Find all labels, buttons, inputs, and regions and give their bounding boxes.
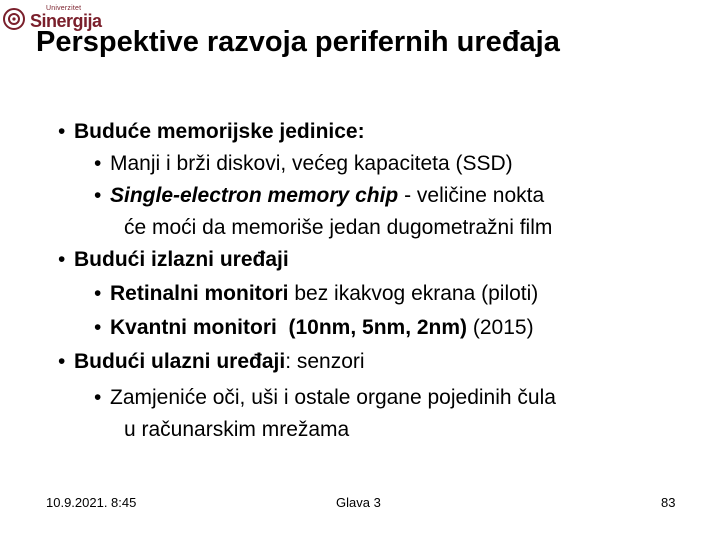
slide-title: Perspektive razvoja perifernih uređaja [36, 26, 560, 58]
bullet-text: (2015) [467, 316, 534, 339]
bullet-memory-units [58, 120, 365, 144]
bullet-icon: • [94, 184, 102, 207]
bullet-output-devices [58, 248, 289, 272]
bullet-icon: • [94, 282, 102, 305]
subbullet-sensors-continuation: u računarskim mrežama [124, 418, 350, 441]
logo-name-text: Sinergija [30, 11, 102, 31]
bullet-text: - veličine nokta [398, 184, 545, 207]
bullet-emphasis-text: Single-electron memory chip [110, 184, 399, 207]
footer-date: 10.9.2021. 8:45 [46, 495, 137, 510]
subbullet-ssd [94, 152, 513, 176]
subbullet-retinal-monitors [94, 282, 538, 306]
bullet-emphasis-text: Retinalni monitori [110, 282, 289, 305]
bullet-icon: • [58, 350, 66, 373]
bullet-text: Zamjeniće oči, uši i ostale organe pojedinih čula [110, 386, 556, 409]
subbullet-memory-chip-continuation: će moći da memoriše jedan dugometražni film [124, 216, 553, 239]
bullet-text: : senzori [285, 350, 365, 373]
bullet-icon: • [94, 152, 102, 175]
bullet-icon: • [58, 248, 66, 271]
bullet-icon: • [58, 120, 66, 143]
bullet-text: Manji i brži diskovi, većeg kapaciteta (SSD) [110, 152, 513, 175]
logo-university-text: Univerzitet [46, 5, 82, 12]
footer-chapter: Glava 3 [336, 495, 381, 510]
bullet-text: Budući izlazni uređaji [74, 248, 289, 271]
footer-page-number: 83 [661, 495, 676, 510]
subbullet-memory-chip [94, 184, 544, 208]
bullet-icon: • [94, 386, 102, 409]
subbullet-quantum-monitors [94, 316, 534, 340]
bullet-icon: • [94, 316, 102, 339]
logo-emblem-icon [2, 7, 26, 31]
bullet-text: Buduće memorijske jedinice: [74, 120, 365, 143]
bullet-emphasis-text: Budući ulazni uređaji [74, 350, 286, 373]
bullet-input-devices [58, 350, 365, 374]
bullet-emphasis-text: Kvantni monitori (10nm, 5nm, 2nm) [110, 316, 468, 339]
subbullet-sensors [94, 386, 556, 410]
bullet-text: bez ikakvog ekrana (piloti) [288, 282, 539, 305]
